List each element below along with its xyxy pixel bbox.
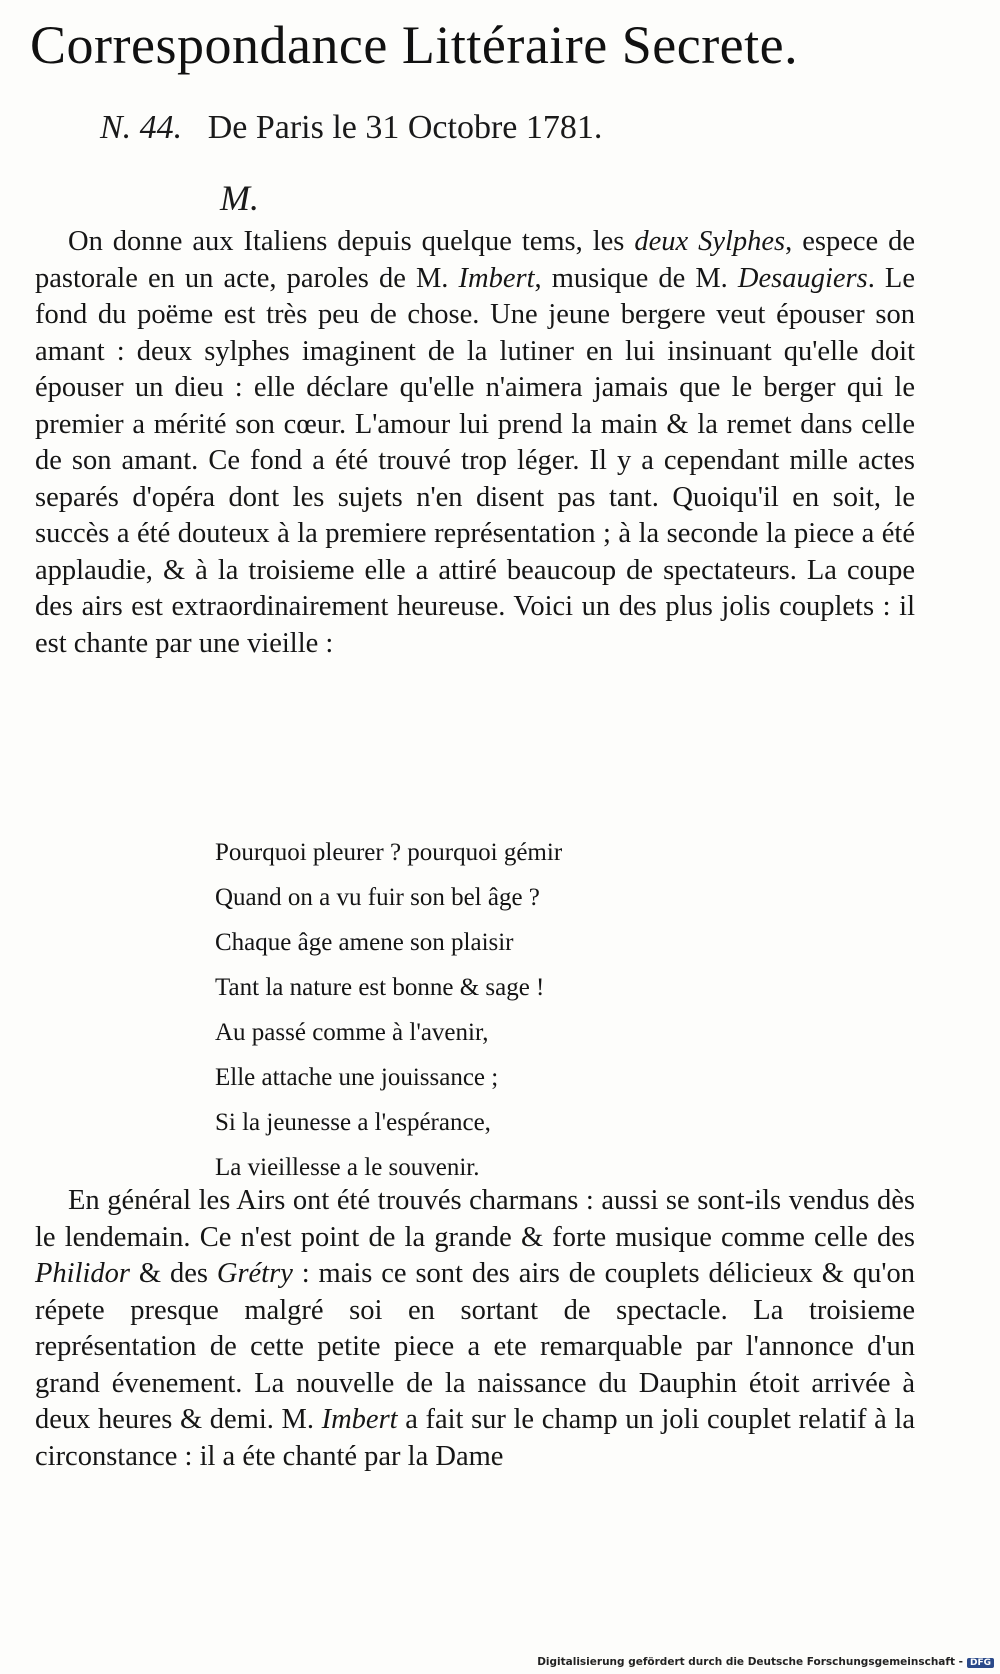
- couplet-verse: [215, 830, 775, 1190]
- paragraph-1: [35, 224, 915, 662]
- para1-text-d: . Le fond du poëme est très peu de chose. Une jeune bergere veut épouser son amant : deux sylphes imaginent de la lutiner en lui insinuant qu'elle doit épouser un dieu : elle déclare qu'elle n'aimera jamais que le berger qui le premier a mérité son cœur. L'amour lui prend la main & la remet dans celle de son amant. Ce fond a été trouvé trop léger. Il y a cependant mille actes separés d'opéra dont les sujets n'en disent pas tant. Quoiqu'il en soit, le succès a été douteux à la premiere représentation ; à la seconde la piece a été applaudie, & à la troisieme elle a attiré beaucoup de spectateurs. La coupe des airs est extraordinairement heureuse. Voici un des plus jolis couplets : il est chante par une vieille :: [35, 262, 915, 659]
- paragraph-2: [35, 1183, 915, 1475]
- verse-line: La vieillesse a le souvenir.: [215, 1154, 480, 1181]
- dfg-logo: DFG: [967, 1658, 994, 1668]
- para1-text-a: On donne aux Italiens depuis quelque tems, les: [68, 226, 635, 257]
- credit-text: Digitalisierung gefördert durch die Deutsche Forschungsgemeinschaft -: [537, 1656, 963, 1668]
- verse-line: Si la jeunesse a l'espérance,: [215, 1109, 491, 1136]
- work-title-deux-sylphes: deux Sylphes: [634, 226, 786, 257]
- para2-text-d: a fait sur le champ un joli couplet relatif à la circonstance : il a éte chanté par la Dame: [35, 1404, 915, 1472]
- verse-line: Pourquoi pleurer ? pourquoi gémir: [215, 839, 563, 866]
- para2-text-a: En général les Airs ont été trouvés charmans : aussi se sont-ils vendus dès le lendemain. Ce n'est point de la grande & forte musique comme celle des: [35, 1185, 915, 1253]
- author-imbert: Imbert: [458, 262, 535, 294]
- verse-line: Elle attache une jouissance ;: [215, 1064, 499, 1091]
- para2-text-b: & des: [130, 1258, 217, 1289]
- salutation: M.: [220, 178, 259, 218]
- verse-line: Au passé comme à l'avenir,: [215, 1019, 489, 1046]
- publication-title: Correspondance Littéraire Secrete.: [30, 15, 799, 75]
- para1-text-b: , espece de pastorale en un acte, paroles de M.: [35, 226, 915, 294]
- composer-gretry: Grétry: [216, 1258, 293, 1289]
- place-date: De Paris le 31 Octobre 1781.: [207, 109, 603, 146]
- composer-desaugiers: Desaugiers: [737, 262, 868, 294]
- author-imbert-2: Imbert: [321, 1404, 398, 1435]
- para2-text-c: : mais ce sont des airs de couplets délicieux & qu'on répete presque malgré soi en sortant de spectacle. La troisieme représentation de cette petite piece a ete remarquable par l'annonce d'un grand évenement. La nouvelle de la naissance du Dauphin étoit arrivée à deux heures & demi. M.: [35, 1258, 915, 1435]
- verse-line: Tant la nature est bonne & sage !: [215, 974, 545, 1001]
- dateline: [100, 106, 920, 150]
- composer-philidor: Philidor: [35, 1258, 131, 1289]
- verse-line: Chaque âge amene son plaisir: [215, 929, 514, 956]
- issue-number: N. 44.: [100, 109, 183, 146]
- digitization-credit: [537, 1656, 994, 1668]
- verse-line: Quand on a vu fuir son bel âge ?: [215, 884, 540, 911]
- para1-text-c: , musique de M.: [534, 262, 738, 294]
